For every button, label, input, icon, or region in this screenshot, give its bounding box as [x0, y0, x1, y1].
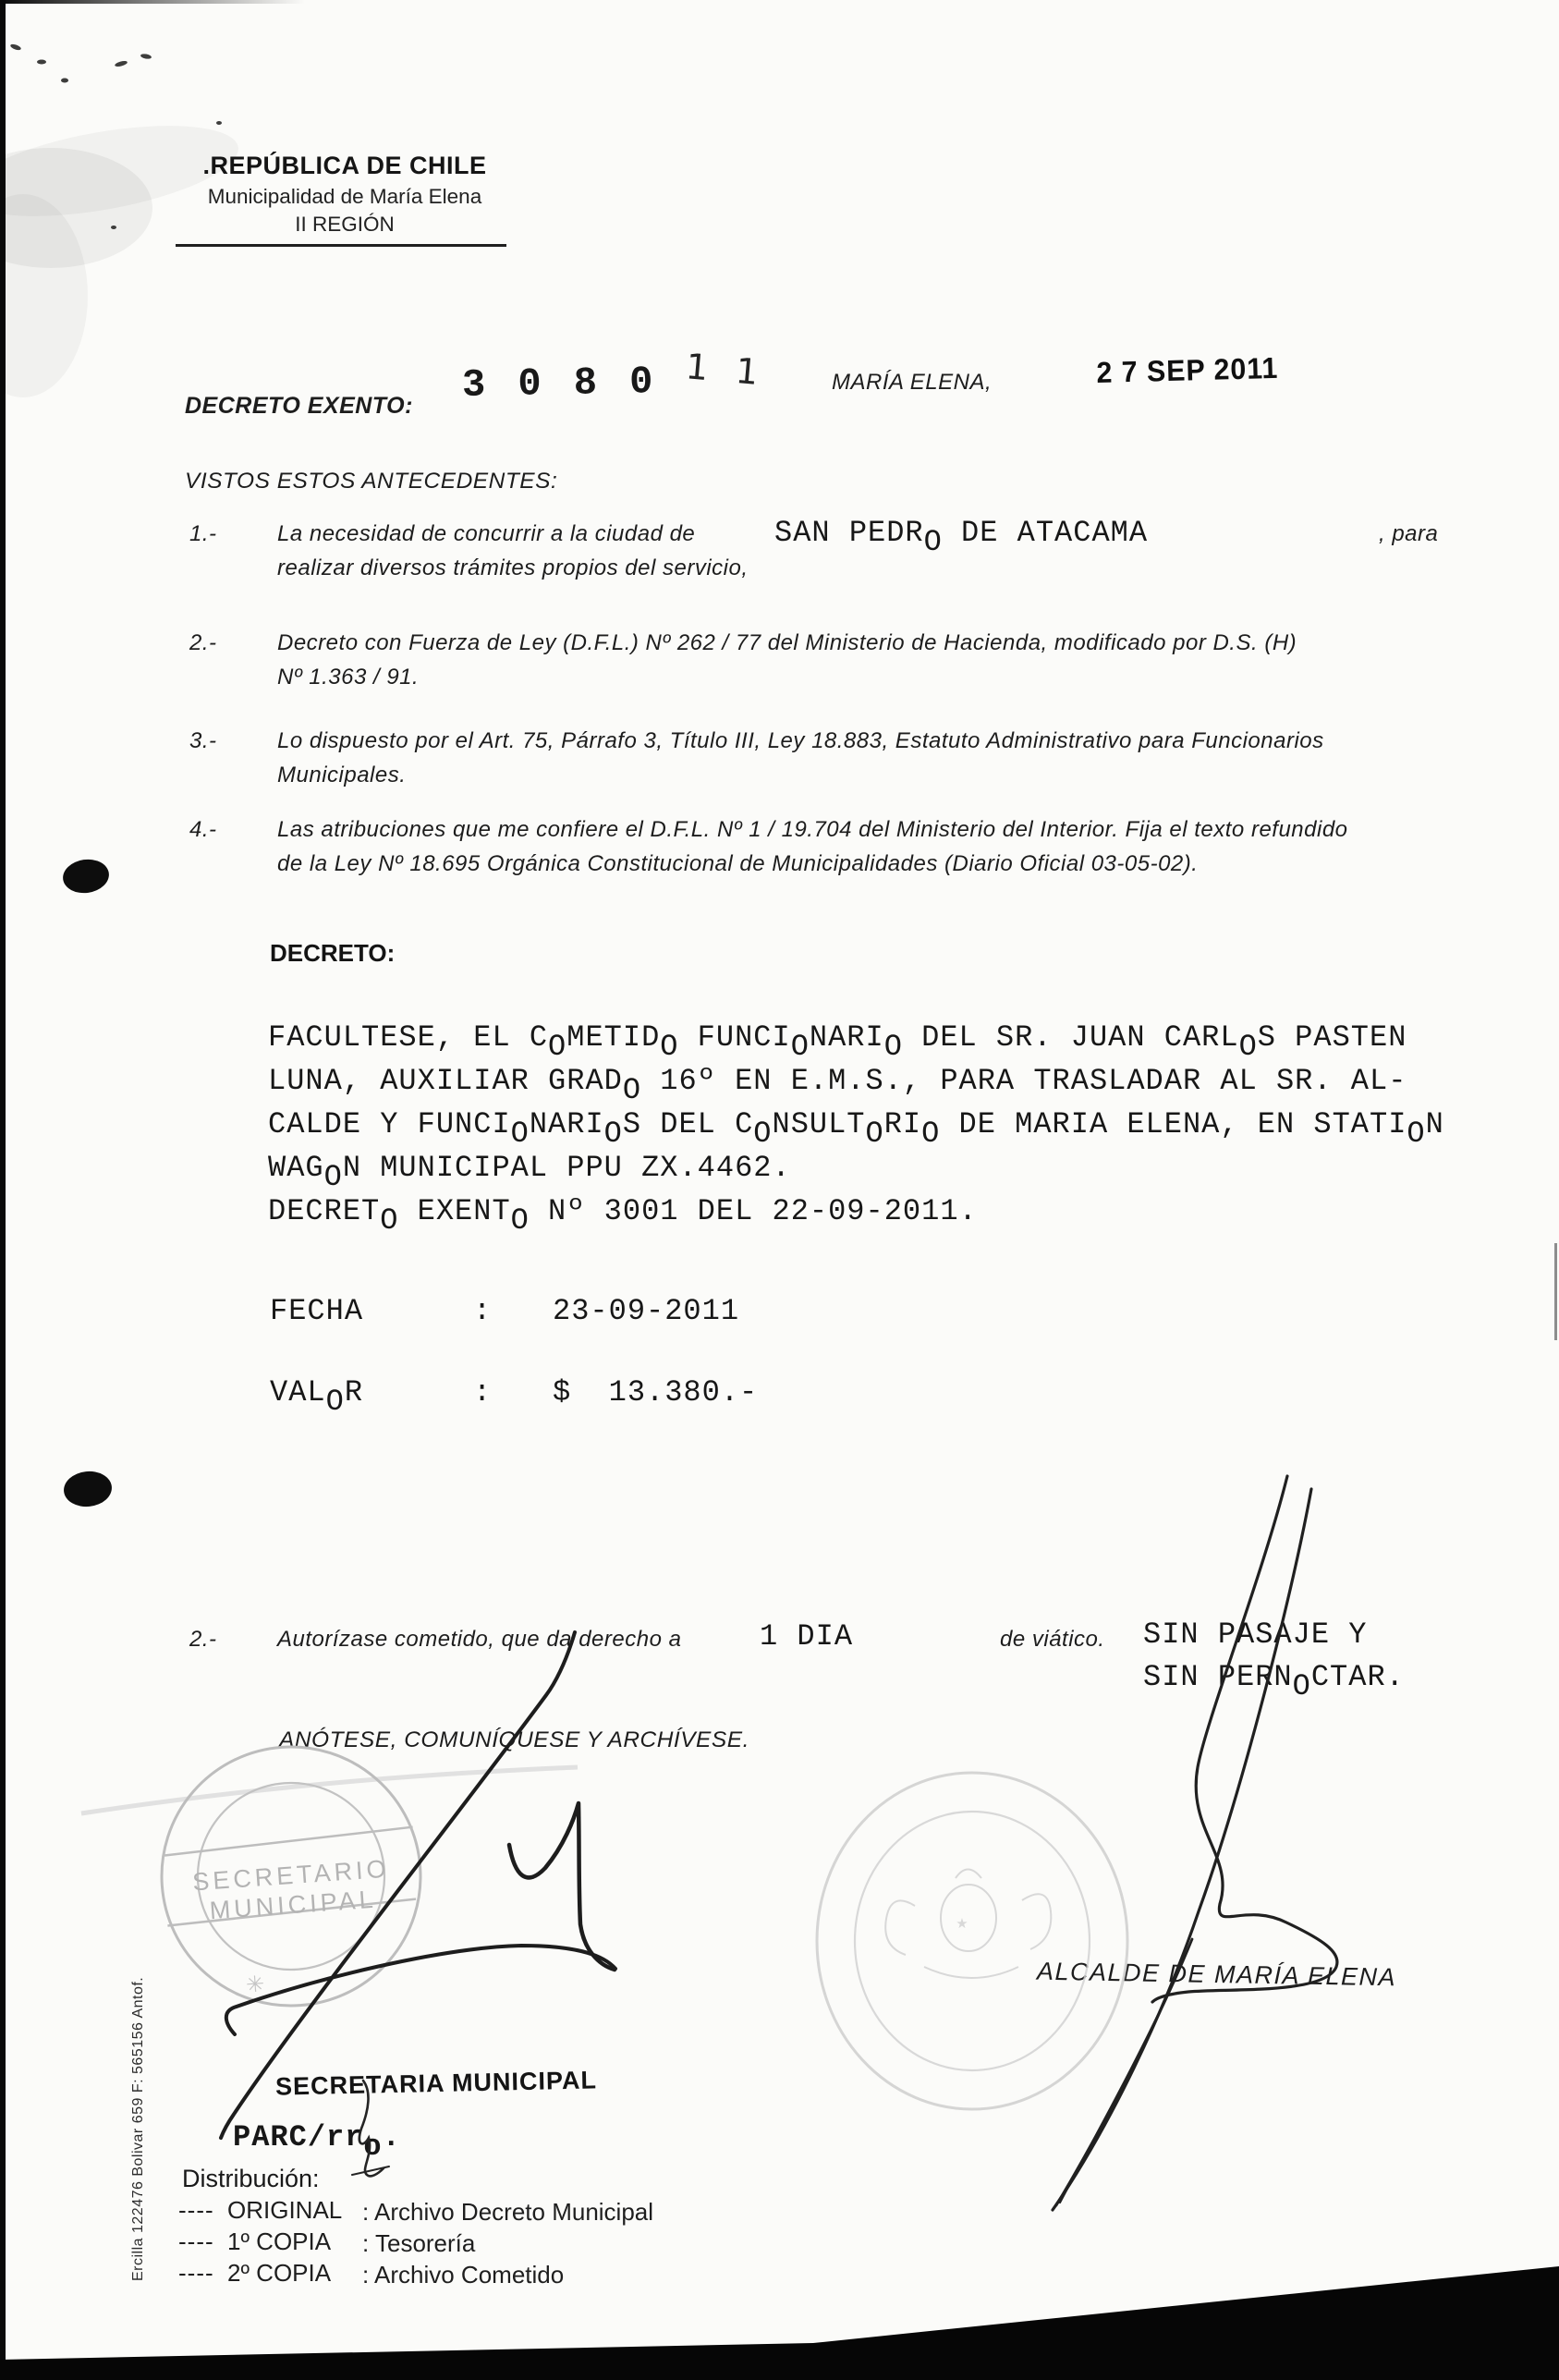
national-seal	[817, 1773, 1127, 2109]
seal-star-icon: ★	[956, 1916, 968, 1932]
stamp-star-icon: ✳	[245, 1971, 266, 1998]
letterhead-country: .REPÚBLICA DE CHILE	[202, 152, 487, 179]
secretaria-title: SECRETARIA MUNICIPAL	[274, 2066, 598, 2101]
alcalde-signature	[1053, 1476, 1337, 2210]
decree-place: MARÍA ELENA,	[832, 370, 993, 395]
typed-viatico-note: SIN PASAJE Y	[1143, 1617, 1368, 1652]
scan-smudge	[0, 109, 245, 397]
distribution-dest: : Tesorería	[362, 2229, 476, 2257]
item-text: de la Ley Nº 18.695 Orgánica Constitucional de Municipalidades (Diario Oficial 03-05-02).	[277, 851, 1199, 876]
punch-dots	[61, 857, 114, 1509]
vistos-heading: VISTOS ESTOS ANTECEDENTES:	[185, 469, 558, 494]
decreto-body-line: CALDE Y FUNCIONARIOS DEL CONSULTORIO DE MARIA ELENA, EN STATION	[268, 1107, 1444, 1151]
stamp-text: MUNICIPAL	[208, 1885, 378, 1925]
item-number: 2.-	[189, 630, 217, 655]
item-text: Decreto con Fuerza de Ley (D.F.L.) Nº 262 / 77 del Ministerio de Hacienda, modificado por D.S. (H)	[277, 630, 1297, 655]
initials-signature	[352, 2081, 389, 2176]
decree-date-stamp: 2 7 SEP 2011	[1096, 350, 1279, 389]
distribution-dashes: ----	[178, 2196, 214, 2224]
typed-days: 1 DIA	[760, 1619, 854, 1654]
decree-handwritten-mark: 1 1	[684, 346, 769, 394]
decreto-body-line: WAGON MUNICIPAL PPU ZX.4462.	[268, 1151, 791, 1194]
valor-separator: :	[473, 1375, 493, 1410]
fecha-value: 23-09-2011	[553, 1294, 740, 1328]
item-text: Municipales.	[277, 763, 407, 787]
decree-number-stamp: 3 0 8 0	[461, 360, 658, 408]
margin-printer-note: Ercilla 122476 Bolivar 659 F: 565156 Antof.	[130, 1976, 146, 2281]
valor-value: $ 13.380.-	[553, 1375, 759, 1410]
item-text: Lo dispuesto por el Art. 75, Párrafo 3, Título III, Ley 18.883, Estatuto Administrativo para Funcionarios	[277, 728, 1324, 753]
letterhead-region: II REGIÓN	[295, 213, 395, 237]
item-text: , para	[1379, 521, 1439, 546]
distribution-dest: : Archivo Cometido	[362, 2261, 565, 2288]
letterhead-municipality: Municipalidad de María Elena	[207, 185, 482, 209]
decreto-reference: DECRETO EXENTO Nº 3001 DEL 22-09-2011.	[268, 1194, 978, 1238]
distribution-heading: Distribución:	[182, 2165, 320, 2192]
distribution-dashes: ----	[178, 2227, 214, 2255]
item-number: 1.-	[189, 521, 217, 546]
decreto-body-line: LUNA, AUXILIAR GRADO 16º EN E.M.S., PARA TRASLADAR AL SR. AL-	[268, 1064, 1407, 1107]
distribution-dest: : Archivo Decreto Municipal	[362, 2198, 654, 2226]
stamp-text: SECRETARIO	[191, 1854, 391, 1897]
viatico-text: Autorízase cometido, que da derecho a	[277, 1627, 682, 1652]
distribution-copy: ORIGINAL	[227, 2196, 343, 2224]
viatico-text: de viático.	[1000, 1627, 1105, 1652]
alcalde-title: ALCALDE DE MARÍA ELENA	[1036, 1957, 1397, 1992]
decreto-heading: DECRETO:	[270, 939, 396, 967]
item-number: 4.-	[189, 817, 217, 842]
distribution-copy: 1º COPIA	[227, 2227, 332, 2255]
typed-city: SAN PEDRO DE ATACAMA	[774, 516, 1149, 559]
valor-label: VALOR	[270, 1375, 364, 1419]
item-text: La necesidad de concurrir a la ciudad de	[277, 521, 696, 546]
item-text: realizar diversos trámites propios del servicio,	[277, 555, 749, 580]
distribution-dashes: ----	[178, 2259, 214, 2287]
item-number: 2.-	[189, 1627, 217, 1652]
fecha-separator: :	[473, 1294, 493, 1328]
item-number: 3.-	[189, 728, 217, 753]
item-text: Las atribuciones que me confiere el D.F.L. Nº 1 / 19.704 del Ministerio del Interior. Fija el texto refundido	[277, 817, 1348, 842]
distribution-copy: 2º COPIA	[227, 2259, 332, 2287]
decree-label: DECRETO EXENTO:	[185, 393, 413, 419]
decreto-body-line: FACULTESE, EL COMETIDO FUNCIONARIO DEL SR. JUAN CARLOS PASTEN	[268, 1020, 1407, 1064]
typed-viatico-note: SIN PERNOCTAR.	[1143, 1660, 1405, 1703]
closing-formula: ANÓTESE, COMUNÍQUESE Y ARCHÍVESE.	[279, 1727, 749, 1752]
fecha-label: FECHA	[270, 1294, 364, 1328]
item-text: Nº 1.363 / 91.	[277, 665, 420, 690]
initials-text: PARC/rro.	[233, 2120, 401, 2164]
